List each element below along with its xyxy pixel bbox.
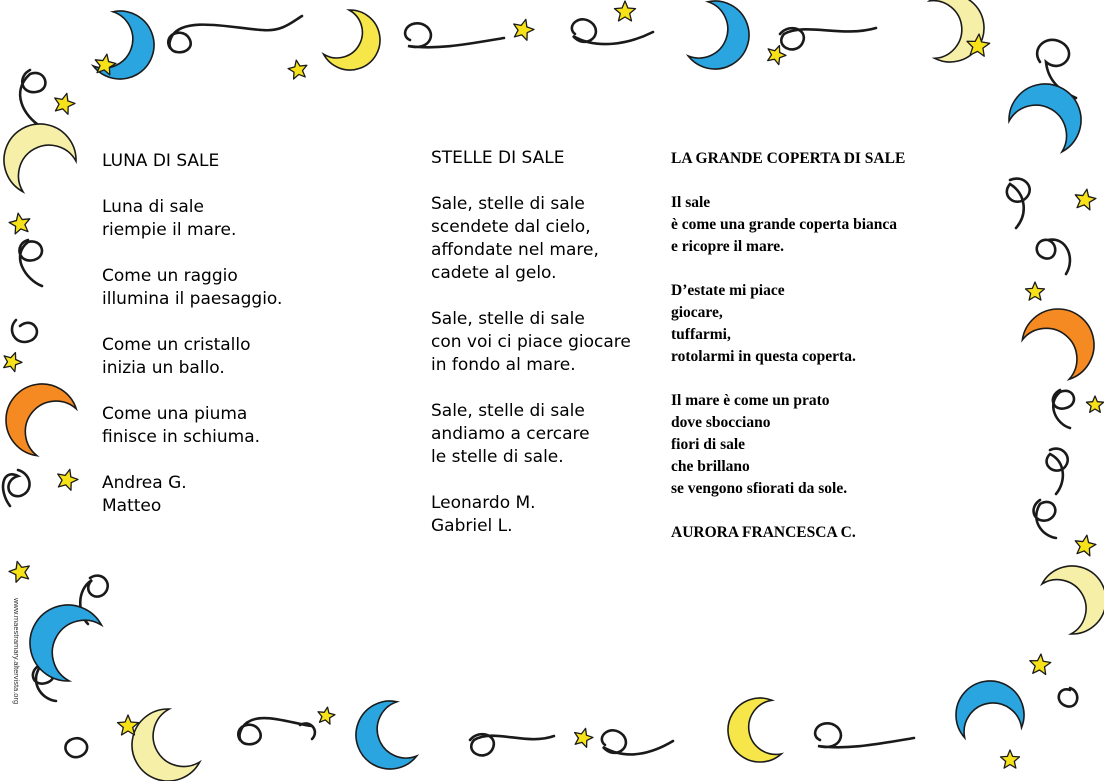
- stanza: [671, 280, 991, 368]
- orange-moon-icon: [1018, 294, 1104, 382]
- poem-la-grande-coperta-di-sale: [671, 148, 991, 566]
- star-icon: [511, 17, 536, 42]
- blue-moon-icon: [92, 7, 164, 89]
- poem-line: se vengono sfiorati da sole.: [671, 480, 848, 497]
- swirl-icon: [405, 23, 504, 47]
- author-name: Gabriel L.: [431, 516, 513, 536]
- swirl-icon: [470, 734, 554, 755]
- poem-line: Come una piuma: [102, 404, 248, 424]
- star-icon: [572, 726, 595, 748]
- blue-moon-icon: [16, 591, 104, 686]
- swirl-icon: [602, 730, 673, 754]
- poem-line: andiamo a cercare: [431, 424, 590, 444]
- poem-line: inizia un ballo.: [102, 358, 225, 378]
- swirl-icon: [19, 240, 42, 286]
- poem-line: Come un raggio: [102, 266, 238, 286]
- poem-line: giocare,: [671, 304, 723, 321]
- poem-line: è come una grande coperta bianca: [671, 216, 898, 233]
- swirl-icon: [3, 470, 30, 506]
- swirl-icon: [238, 718, 312, 744]
- poem-title: LUNA DI SALE: [102, 151, 220, 171]
- swirl-icon: [815, 723, 914, 747]
- poem-line: fiori di sale: [671, 436, 746, 453]
- poem-line: illumina il paesaggio.: [102, 289, 283, 309]
- poem-line: Luna di sale: [102, 197, 204, 217]
- star-icon: [1026, 282, 1045, 300]
- star-icon: [55, 467, 80, 492]
- swirl-icon: [12, 320, 37, 342]
- poem-line: affondate nel mare,: [431, 240, 599, 260]
- stanza: [671, 390, 991, 500]
- star-icon: [287, 59, 309, 80]
- poem-line: e ricopre il mare.: [671, 238, 785, 255]
- blue-moon-icon: [687, 0, 759, 79]
- yellow-moon-icon: [723, 696, 782, 768]
- poem-line: Sale, stelle di sale: [431, 401, 585, 421]
- star-icon: [1001, 750, 1020, 768]
- poem-line: Sale, stelle di sale: [431, 309, 585, 329]
- poem-line: che brillano: [671, 458, 750, 475]
- star-icon: [1086, 396, 1103, 412]
- poem-line: Sale, stelle di sale: [431, 194, 585, 214]
- swirl-icon: [1034, 500, 1056, 538]
- swirl-icon: [168, 16, 302, 52]
- blue-moon-icon: [951, 676, 1027, 739]
- poem-authors: [431, 492, 666, 538]
- pale-moon-icon: [119, 704, 203, 781]
- swirl-icon: [65, 738, 87, 757]
- poem-authors: [671, 522, 991, 544]
- swirl-icon: [780, 28, 876, 49]
- poem-line: cadete al gelo.: [431, 263, 557, 283]
- star-icon: [316, 706, 336, 725]
- blue-moon-icon: [346, 697, 418, 779]
- poem-line: tuffarmi,: [671, 326, 731, 343]
- poem-luna-di-sale: [102, 150, 402, 541]
- poem-line: riempie il mare.: [102, 220, 237, 240]
- swirl-icon: [572, 19, 653, 44]
- stanza: [431, 308, 666, 377]
- author-name: AURORA FRANCESCA C.: [671, 524, 856, 541]
- poem-line: Il sale: [671, 194, 711, 211]
- author-name: Leonardo M.: [431, 493, 536, 513]
- poem-line: con voi ci piace giocare: [431, 332, 631, 352]
- star-icon: [1073, 187, 1097, 210]
- orange-moon-icon: [0, 369, 80, 459]
- poem-line: Come un cristallo: [102, 335, 251, 355]
- stanza: [102, 196, 402, 242]
- swirl-icon: [1007, 179, 1030, 228]
- poem-authors: [102, 472, 402, 518]
- poem-line: D’estate mi piace: [671, 282, 785, 299]
- stanza: [671, 192, 991, 258]
- poem-line: le stelle di sale.: [431, 447, 564, 467]
- blue-moon-icon: [1004, 71, 1094, 155]
- swirl-icon: [1037, 240, 1070, 274]
- stanza: [431, 400, 666, 469]
- poem-line: Il mare è come un prato: [671, 392, 830, 409]
- yellow-moon-icon: [321, 6, 391, 81]
- stanza: [431, 193, 666, 285]
- stanza: [102, 334, 402, 380]
- star-icon: [52, 91, 77, 116]
- swirl-icon: [1047, 449, 1068, 494]
- star-icon: [0, 349, 24, 373]
- swirl-icon: [1059, 688, 1077, 707]
- poem-stelle-di-sale: [431, 147, 666, 561]
- site-credit: [2, 598, 20, 728]
- pale-moon-icon: [0, 111, 81, 195]
- star-icon: [8, 211, 32, 234]
- pale-moon-icon: [1039, 554, 1104, 639]
- credit-text: www.maestramary.altervista.org: [12, 598, 21, 705]
- star-icon: [7, 559, 32, 584]
- poem-title: LA GRANDE COPERTA DI SALE: [671, 150, 906, 167]
- pale-moon-icon: [929, 0, 987, 63]
- star-icon: [1073, 533, 1097, 556]
- poem-title: STELLE DI SALE: [431, 148, 565, 168]
- swirl-icon: [20, 70, 45, 126]
- swirl-icon: [1053, 390, 1074, 428]
- author-name: Andrea G.: [102, 473, 187, 493]
- poem-line: in fondo al mare.: [431, 355, 576, 375]
- poem-line: finisce in schiuma.: [102, 427, 261, 447]
- stanza: [102, 403, 402, 449]
- star-icon: [615, 1, 636, 21]
- stanza: [102, 265, 402, 311]
- author-name: Matteo: [102, 496, 162, 516]
- star-icon: [1029, 653, 1052, 675]
- poem-line: scendete dal cielo,: [431, 217, 591, 237]
- poem-line: rotolarmi in questa coperta.: [671, 348, 856, 365]
- poem-line: dove sbocciano: [671, 414, 771, 431]
